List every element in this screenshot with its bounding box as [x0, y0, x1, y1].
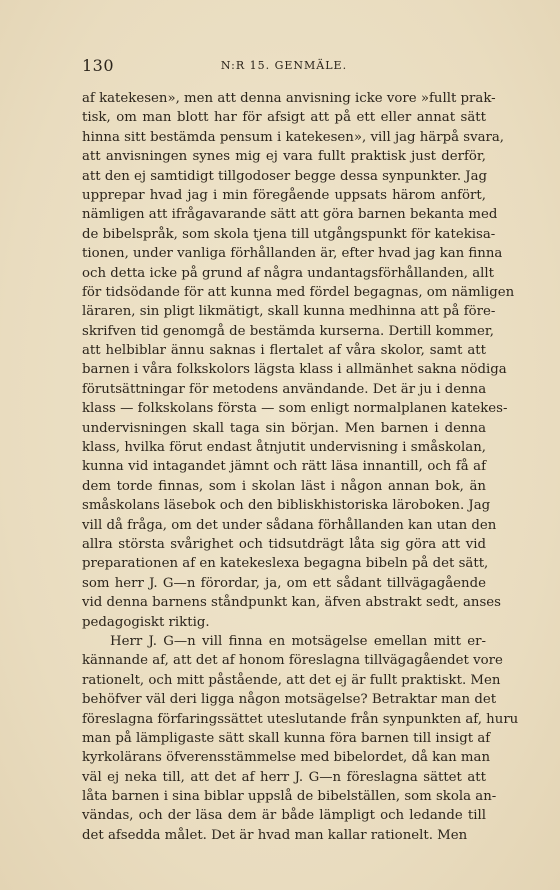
text-line: upprepar hvad jag i min föregående uppsats härom anfört,: [82, 187, 486, 203]
paragraph: [82, 632, 519, 845]
text-line: kunna vid intagandet jämnt och rätt läsa innantill, och få af: [82, 459, 486, 475]
text-line: väl ej neka till, att det af herr J. G—n föreslagna sättet att: [82, 769, 486, 785]
text-line: klass — folkskolans första — som enligt normalplanen katekes-: [82, 401, 508, 417]
text-line: föreslagna förfaringssättet uteslutande från synpunkten af, huru: [82, 711, 519, 727]
text-line: de bibelspråk, som skola tjena till utgångspunkt för katekisa-: [82, 226, 496, 242]
text-line: behöfver väl deri ligga någon motsägelse? Betraktar man det: [82, 692, 497, 708]
text-line: låta barnen i sina biblar uppslå de bibelställen, som skola an-: [82, 789, 497, 805]
text-line: tisk, om man blott har för afsigt att på ett eller annat sätt: [82, 110, 486, 126]
text-line: dem torde finnas, som i skolan läst i någon annan bok, än: [82, 478, 486, 494]
text-line: pedagogiskt riktig.: [82, 614, 210, 630]
text-line: vändas, och der läsa dem är både lämpligt och ledande till: [82, 808, 486, 824]
text-line: som herr J. G—n förordar, ja, om ett sådant tillvägagående: [82, 575, 486, 591]
running-head: N:R 15. GENMÄLE.: [220, 59, 348, 72]
text-line: tionen, under vanliga förhållanden är, efter hvad jag kan finna: [82, 246, 503, 262]
body-text: [82, 89, 519, 845]
text-line: nämligen att ifrågavarande sätt att göra barnen bekanta med: [82, 207, 498, 223]
text-line: förutsättningar för metodens användande. Det är ju i denna: [82, 381, 487, 397]
text-line: småskolans läsebok och den bibliskhistoriska läroboken. Jag: [82, 498, 491, 514]
text-line: undervisningen skall taga sin början. Men barnen i denna: [82, 420, 486, 436]
text-line: att helbiblar ännu saknas i flertalet af våra skolor, samt att: [82, 343, 486, 359]
text-line: att den ej samtidigt tillgodoser begge dessa synpunkter. Jag: [82, 168, 488, 184]
text-line: man på lämpligaste sätt skall kunna föra barnen till insigt af: [82, 730, 491, 746]
text-line: kyrkolärans öfverensstämmelse med bibelordet, då kan man: [82, 750, 491, 766]
text-line: och detta icke på grund af några undantagsförhållanden, allt: [82, 265, 494, 281]
text-line: af katekesen», men att denna anvisning icke vore »fullt prak-: [82, 91, 496, 106]
text-line: preparationen af en katekeslexa begagna bibeln på det sätt,: [82, 556, 489, 572]
text-line: att anvisningen synes mig ej vara fullt praktisk just derför,: [82, 149, 486, 165]
text-line: läraren, sin pligt likmätigt, skall kunna medhinna att på före-: [82, 304, 496, 320]
text-line: barnen i våra folkskolors lägsta klass i allmänhet sakna nödiga: [82, 362, 507, 378]
paragraph: [82, 89, 515, 632]
text-line: vid denna barnens ståndpunkt kan, äfven abstrakt sedt, anses: [82, 595, 501, 611]
text-line: Herr J. G—n vill finna en motsägelse emellan mitt er-: [110, 633, 486, 649]
text-line: allra största svårighet och tidsutdrägt låta sig göra att vid: [82, 536, 486, 552]
text-line: vill då fråga, om det under sådana förhållanden kan utan den: [82, 517, 497, 533]
text-line: rationelt, och mitt påstående, att det ej är fullt praktiskt. Men: [82, 672, 501, 688]
text-line: hinna sitt bestämda pensum i katekesen», vill jag härpå svara,: [82, 129, 505, 145]
text-line: det afsedda målet. Det är hvad man kallar rationelt. Men: [82, 827, 468, 843]
text-line: skrifven tid genomgå de bestämda kurserna. Dertill kommer,: [82, 323, 494, 339]
text-line: för tidsödande för att kunna med fördel begagnas, om nämligen: [82, 284, 515, 300]
page-number: 130: [82, 56, 115, 75]
text-line: kännande af, att det af honom föreslagna tillvägagåendet vore: [82, 653, 503, 669]
page-header: [82, 56, 486, 80]
text-line: klass, hvilka förut endast åtnjutit undervisning i småskolan,: [82, 440, 486, 456]
